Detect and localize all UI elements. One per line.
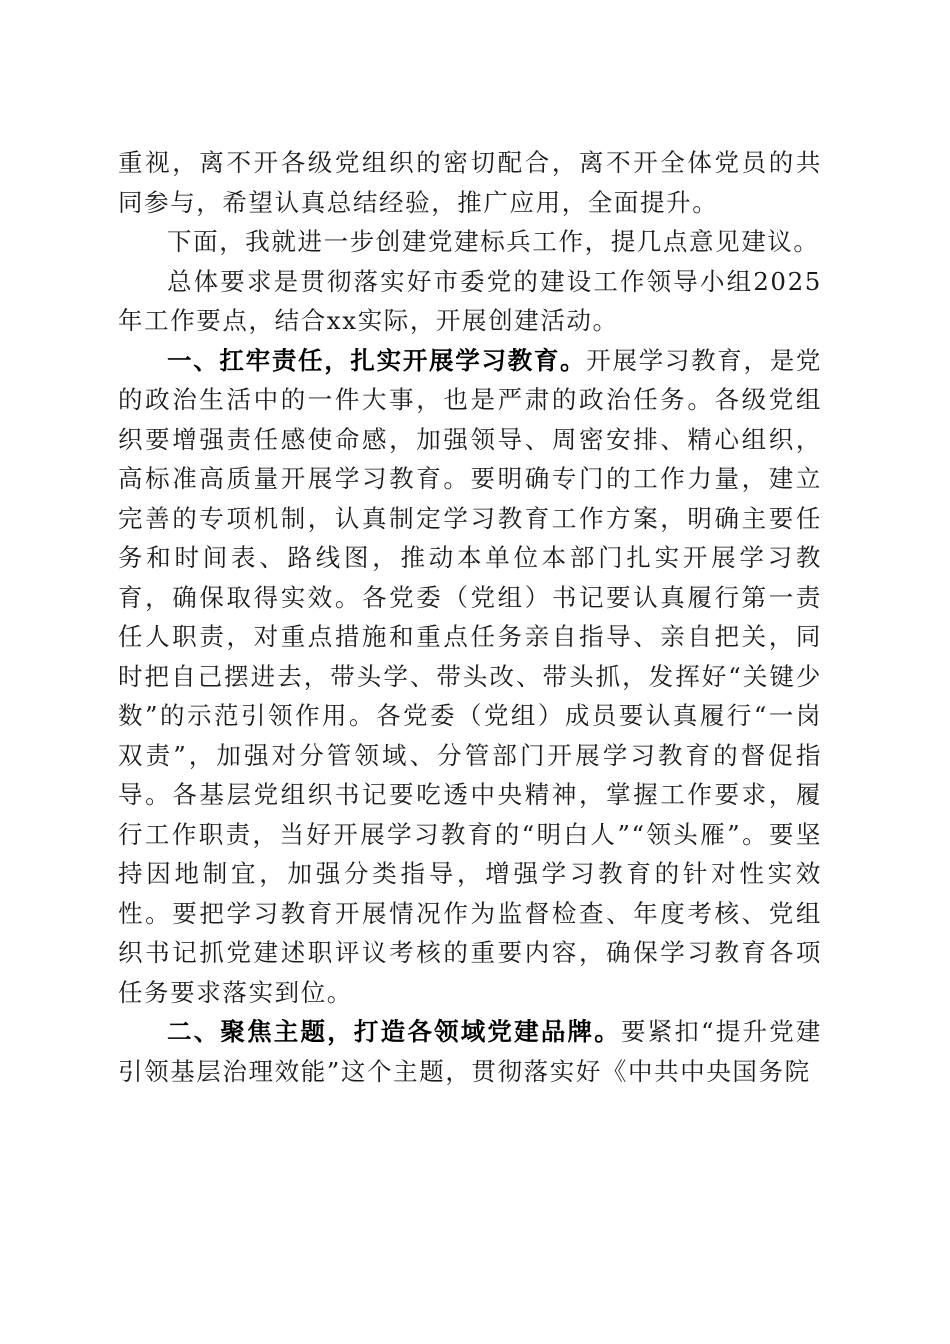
paragraph-overall-requirement [118,262,822,341]
document-body [118,143,822,1091]
paragraph-text: 重视，离不开各级党组织的密切配合，离不开全体党员的共同参与，希望认真总结经验，推广应用，全面提升。 [118,148,822,217]
paragraph-text: 开展学习教育，是党的政治生活中的一件大事，也是严肃的政治任务。各级党组织要增强责任感使命感，加强领导、周密安排、精心组织，高标准高质量开展学习教育。要明确专门的工作力量，建立完善的专项机制，认真制定学习教育工作方案，明确主要任务和时间表、路线图，推动本单位本部门扎实开展学习教育，确保取得实效。各党委（党组）书记要认真履行第一责任人职责，对重点措施和重点任务亲自指导、亲自把关，同时把自己摆进去，带头学、带头改、带头抓，发挥好“关键少数”的示范引领作用。各党委（党组）成员要认真履行“一岗双责”，加强对分管领域、分管部门开展学习教育的督促指导。各基层党组织书记要吃透中央精神，掌握工作要求，履行工作职责，当好开展学习教育的“明白人”“领头雁”。要坚持因地制宜，加强分类指导，增强学习教育的针对性实效性。要把学习教育开展情况作为监督检查、年度考核、党组织书记抓党建述职评议考核的重要内容，确保学习教育各项任务要求落实到位。 [118,345,822,1007]
paragraph-continuation [118,143,822,222]
paragraph-text: 总体要求是贯彻落实好市委党的建设工作领导小组2025年工作要点，结合xx实际，开展创建活动。 [118,266,822,335]
paragraph-text: 下面，我就进一步创建党建标兵工作，提几点意见建议。 [167,227,820,256]
paragraph-intro [118,222,822,262]
paragraph-section-one [118,341,822,1013]
paragraph-section-two [118,1012,822,1091]
section-heading: 二、聚焦主题，打造各领域党建品牌。 [167,1017,621,1046]
section-heading: 一、扛牢责任，扎实开展学习教育。 [167,345,587,375]
paragraph-text: 要紧扣“提升党建引领基层治理效能”这个主题，贯彻落实好《中共中央国务院 [118,1017,822,1086]
